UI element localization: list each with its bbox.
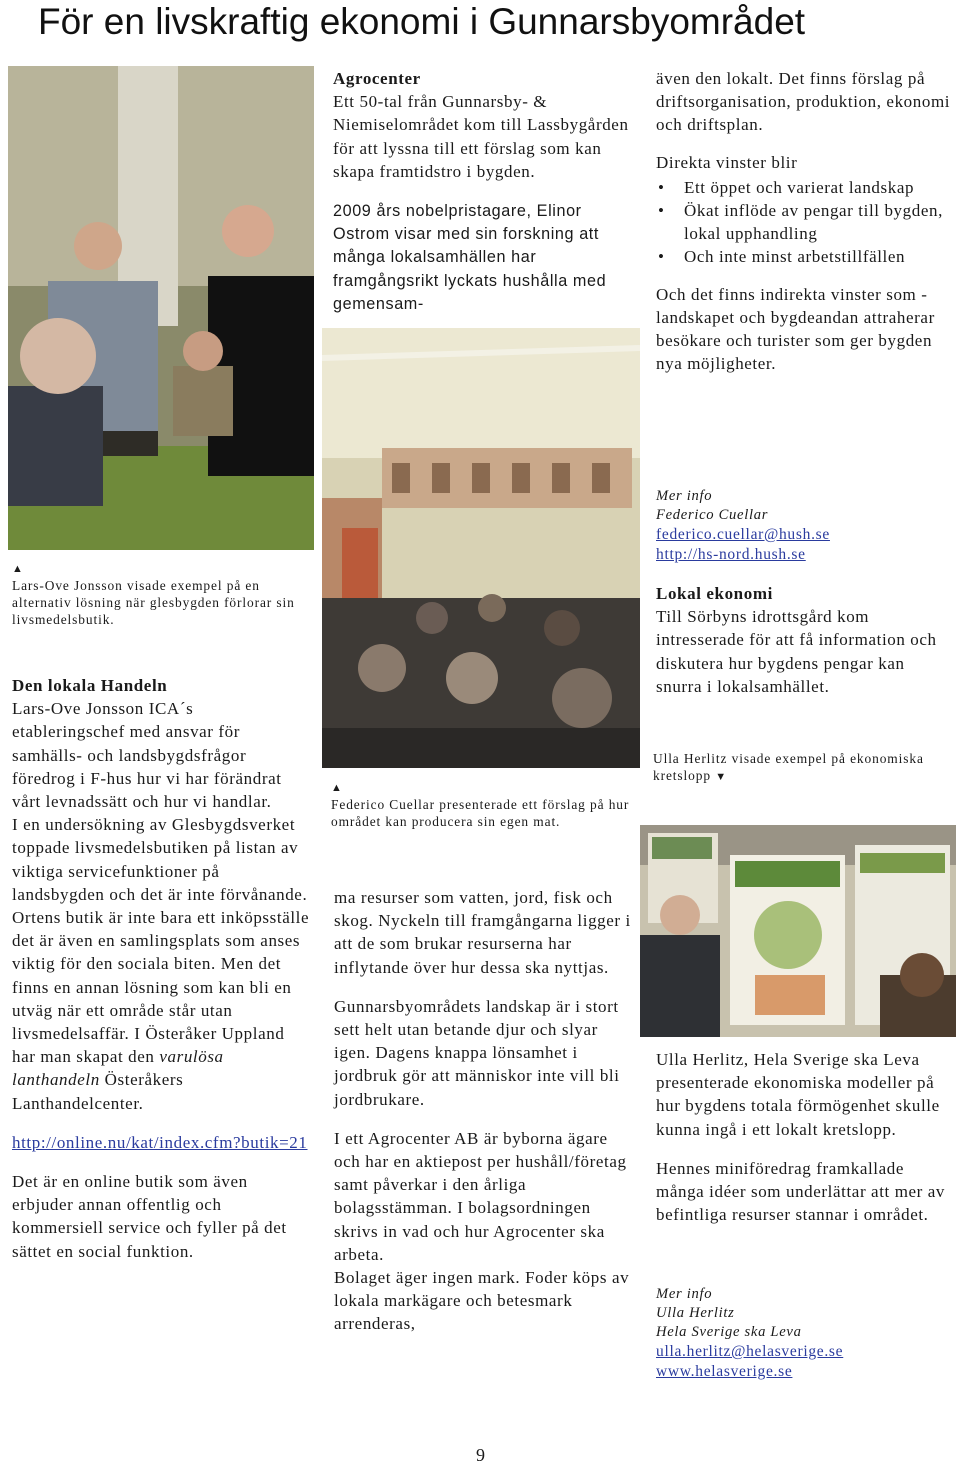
more-info-ulla [656, 1285, 956, 1382]
online-shop-link[interactable]: http://online.nu/kat/index.cfm?butik=21 [12, 1132, 308, 1152]
caption-text: Lars-Ove Jonsson visade exempel på en alternativ lösning när glesbygden förlorar sin livsmedelsbutik. [12, 578, 295, 627]
photo3-caption [653, 750, 953, 786]
section-heading: Lokal ekonomi [656, 584, 773, 603]
paragraph: Till Sörbyns idrottsgård kom intresserade för att få information och diskutera hur bygdens pengar kan snurra i lokalsamhället. [656, 607, 937, 696]
paragraph: Och det finns indirekta vinster som - landskapet och bygdeandan attraherar besökare och turister som ger bygden nya möjligheter. [656, 284, 935, 374]
article-agrocenter-col3 [656, 67, 954, 375]
info-name: Ulla Herlitz [656, 1305, 735, 1321]
paragraph: Ett 50-tal från Gunnarsby- & Niemiselområdet kom till Lassbygården för att lyssna till ett förslag som kan skapa framtidstro i bygden. [333, 92, 629, 181]
caption-arrow-up-icon: ▲ [331, 782, 343, 794]
email-link[interactable]: federico.cuellar@hush.se [656, 526, 830, 543]
info-name: Federico Cuellar [656, 507, 769, 523]
article-lokal-ekonomi [656, 582, 954, 698]
list-item: • Och inte minst arbetstillfällen [656, 245, 954, 268]
page-number: 9 [476, 1445, 485, 1465]
paragraph: Gunnarsbyområdets landskap är i stort sett helt utan betande djur och slyar igen. Dagens knappa lönsamhet i jordbruk gör att människor inte vill bli jordbrukare. [334, 996, 620, 1109]
paragraph: Bolaget äger ingen mark. Foder köps av lokala markägare och betesmark arrenderas, [334, 1268, 630, 1334]
section-heading: Agrocenter [333, 69, 421, 88]
caption-arrow-down-icon: ▼ [715, 771, 727, 783]
more-info-federico [656, 487, 956, 565]
list-intro: Direkta vinster blir [656, 152, 798, 172]
photo1-caption [12, 561, 317, 628]
section-heading: Den lokala Handeln [12, 676, 168, 695]
photo-ulla-herlitz [640, 825, 956, 1037]
page-title: För en livskraftig ekonomi i Gunnarsbyområdet [38, 1, 806, 42]
paragraph: Lars-Ove Jonsson ICA´s etableringschef med ansvar för samhälls- och landsbygdsfrågor föredrog i F-hus hur vi har förändrat vårt levnadssätt och hur vi handlar. [12, 699, 282, 812]
article-ulla-herlitz [656, 1048, 956, 1226]
paragraph: Det är en online butik som även erbjuder annan offentlig och kommersiell service och fyller på det sättet en social funktion. [12, 1172, 287, 1261]
list-item: • Ett öppet och varierat landskap [656, 176, 954, 199]
info-label: Mer info [656, 488, 713, 504]
list-item: • Ökat inflöde av pengar till bygden, lokal upphandling [656, 199, 954, 245]
paragraph: I ett Agrocenter AB är byborna ägare och har en aktiepost per hushåll/företag samt påverkar i den årliga bolagsstämman. I bolagsordningen skrivs in vad och hur Agrocenter ska arbeta. [334, 1128, 627, 1264]
article-agrocenter [333, 67, 633, 316]
paragraph: 2009 års nobelpristagare, Elinor Ostrom visar med sin forskning att många lokalsamhällen har framgångsrikt lyckats hushålla med gemensam- [333, 202, 607, 313]
info-org: Hela Sverige ska Leva [656, 1324, 802, 1340]
paragraph: Ulla Herlitz, Hela Sverige ska Leva presenterade ekonomiska modeller på hur bygdens totala förmögenhet skulle kunna ingå i ett lokalt kretslopp. [656, 1050, 940, 1139]
caption-arrow-up-icon: ▲ [12, 563, 24, 575]
caption-text: Ulla Herlitz visade exempel på ekonomiska kretslopp [653, 751, 924, 783]
paragraph: även den lokalt. Det finns förslag på driftsorganisation, produktion, ekonomi och driftsplan. [656, 69, 951, 135]
article-agrocenter-continued [334, 886, 632, 1336]
benefits-list [656, 176, 954, 269]
article-den-lokala-handeln [12, 674, 310, 1263]
photo2-caption [331, 780, 636, 830]
website-link[interactable]: http://hs-nord.hush.se [656, 546, 806, 563]
email-link[interactable]: ulla.herlitz@helasverige.se [656, 1343, 844, 1360]
paragraph: Hennes miniföredrag framkallade många idéer som underlättar att mer av befintliga resurser stannar i området. [656, 1158, 946, 1225]
photo-audience-hall [322, 328, 640, 768]
paragraph: I en undersökning av Glesbygdsverket toppade livsmedelsbutiken på listan av viktiga servicefunktioner på landsbygden och det är inte förvånande. Ortens butik är inte bara ett inköpsställe det är även en samlingsplats som anses viktig för den sociala biten. Men det finns en annan lösning som kan bli en utväg när ett område står utan livsmedelsaffär. I Österåker Uppland har man skapat den varulösa lanthandeln Österåkers Lanthandelcenter. [12, 815, 310, 1113]
paragraph: ma resurser som vatten, jord, fisk och skog. Nyckeln till framgångarna ligger i att de som brukar resurserna har inflytande över hur dessa ska nyttjas. [334, 888, 631, 977]
photo-lars-ove-jonsson [8, 66, 314, 550]
website-link[interactable]: www.helasverige.se [656, 1363, 793, 1380]
caption-text: Federico Cuellar presenterade ett förslag på hur området kan producera sin egen mat. [331, 797, 630, 829]
info-label: Mer info [656, 1286, 713, 1302]
